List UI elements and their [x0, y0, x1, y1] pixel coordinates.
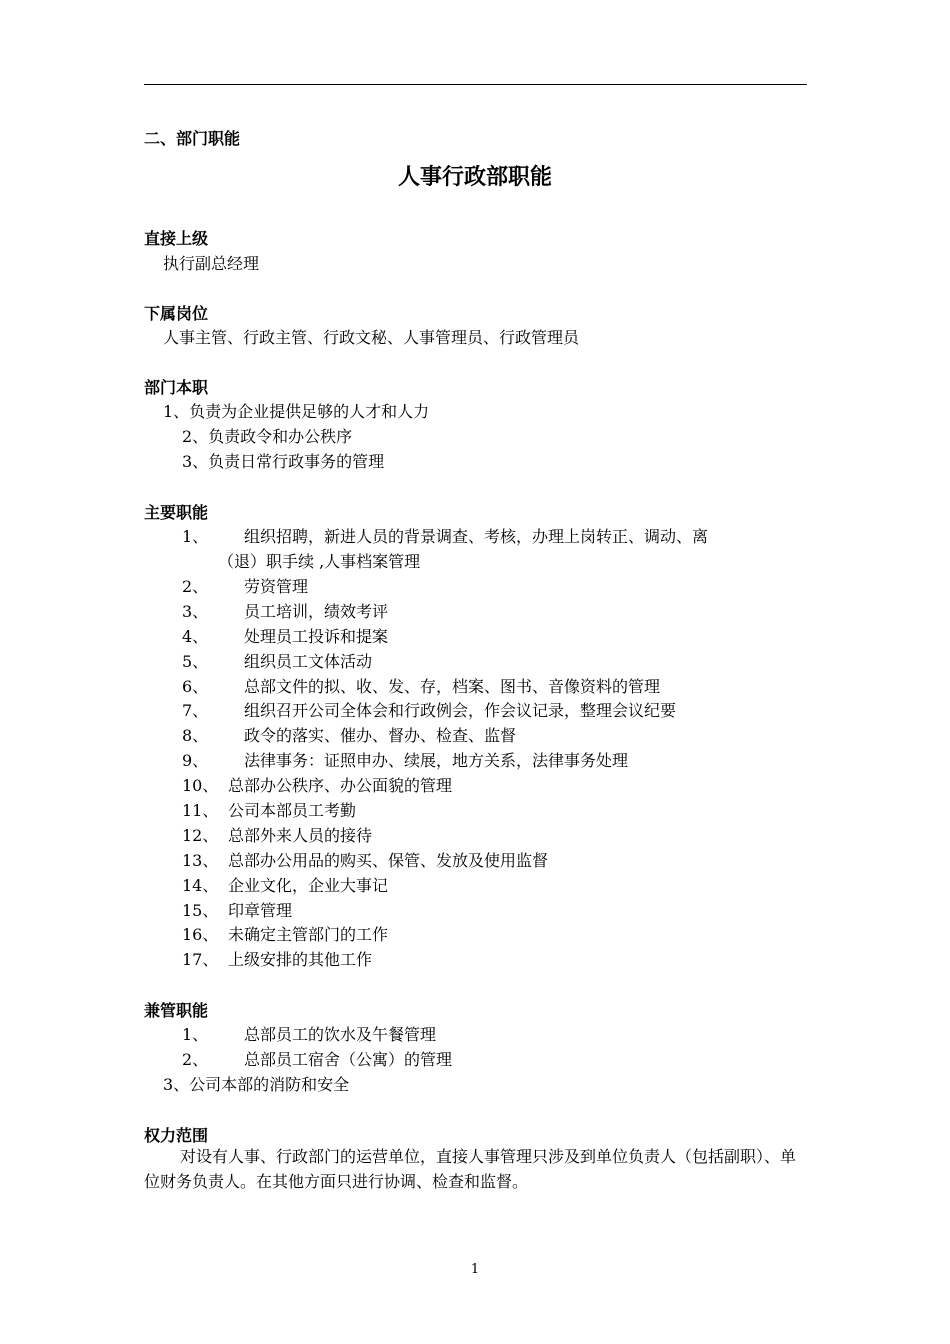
- page-number: 1: [470, 1262, 480, 1277]
- header-rule: [144, 84, 807, 85]
- function-item: 13、 总部办公用品的购买、保管、发放及使用监督: [182, 851, 549, 870]
- function-item-continuation: （退）职手续 ,人事档案管理: [218, 552, 421, 571]
- direct-superior-heading: 直接上级: [144, 229, 209, 248]
- function-item: 2、 劳资管理: [182, 577, 309, 596]
- function-item: 12、 总部外来人员的接待: [182, 826, 373, 845]
- main-functions-heading: 主要职能: [144, 503, 209, 522]
- function-item: 15、 印章管理: [182, 901, 293, 920]
- department-duties-heading: 部门本职: [144, 378, 209, 397]
- function-item: 6、 总部文件的拟、收、发、存，档案、图书、音像资料的管理: [182, 677, 661, 696]
- section-heading: 二、部门职能: [144, 129, 241, 148]
- concurrent-functions-heading: 兼管职能: [144, 1001, 209, 1020]
- duty-item: 1、负责为企业提供足够的人才和人力: [163, 402, 430, 421]
- function-item: 4、 处理员工投诉和提案: [182, 627, 389, 646]
- function-item: 14、 企业文化，企业大事记: [182, 876, 389, 895]
- function-item: 16、 未确定主管部门的工作: [182, 925, 389, 944]
- function-item: 9、 法律事务：证照申办、续展，地方关系，法律事务处理: [182, 751, 629, 770]
- function-item: 8、 政令的落实、催办、督办、检查、监督: [182, 726, 517, 745]
- duty-item: 3、负责日常行政事务的管理: [182, 452, 385, 471]
- function-item: 5、 组织员工文体活动: [182, 652, 373, 671]
- function-item: 3、 员工培训，绩效考评: [182, 602, 389, 621]
- concurrent-item: 3、公司本部的消防和安全: [163, 1075, 350, 1094]
- page-title: 人事行政部职能: [397, 165, 552, 190]
- concurrent-item: 1、 总部员工的饮水及午餐管理: [182, 1025, 437, 1044]
- function-item: 1、 组织招聘，新进人员的背景调查、考核，办理上岗转正、调动、离: [182, 527, 709, 546]
- subordinate-posts-value: 人事主管、行政主管、行政文秘、人事管理员、行政管理员: [163, 328, 580, 347]
- direct-superior-value: 执行副总经理: [163, 254, 260, 273]
- duty-item: 2、负责政令和办公秩序: [182, 427, 353, 446]
- function-item: 7、 组织召开公司全体会和行政例会，作会议记录，整理会议纪要: [182, 701, 677, 720]
- function-item: 11、 公司本部员工考勤: [182, 801, 357, 820]
- authority-scope-heading: 权力范围: [144, 1126, 209, 1145]
- function-item: 17、 上级安排的其他工作: [182, 950, 373, 969]
- authority-scope-text: 对设有人事、行政部门的运营单位，直接人事管理只涉及到单位负责人（包括副职）、单位财务负责人。在其他方面只进行协调、检查和监督。: [144, 1147, 797, 1191]
- subordinate-posts-heading: 下属岗位: [144, 304, 209, 323]
- function-item: 10、 总部办公秩序、办公面貌的管理: [182, 776, 453, 795]
- concurrent-item: 2、 总部员工宿舍（公寓）的管理: [182, 1050, 453, 1069]
